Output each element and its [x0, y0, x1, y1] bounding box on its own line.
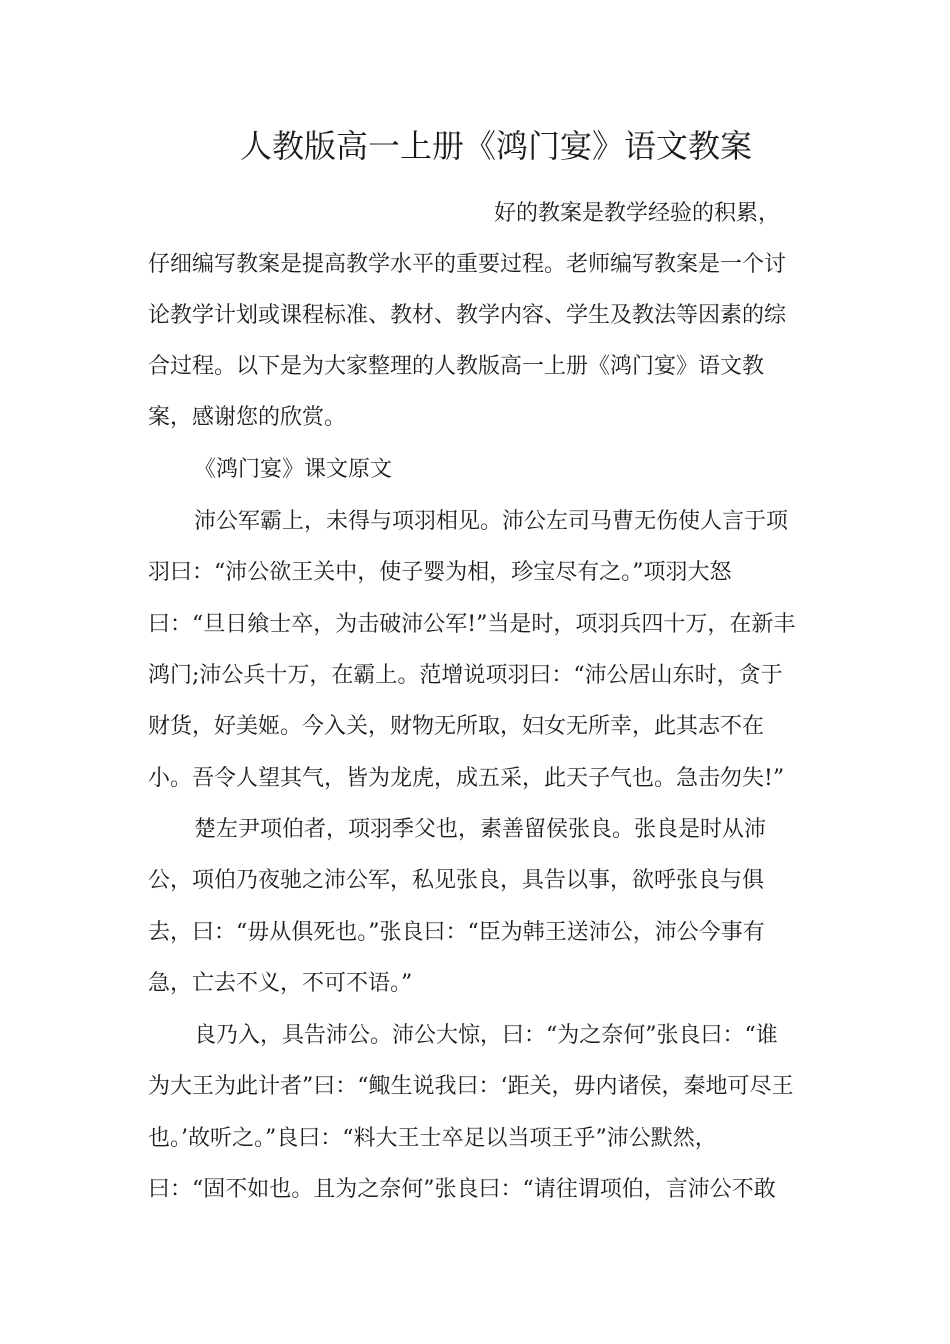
text-line: 羽曰：“沛公欲王关中，使子婴为相，珍宝尽有之。”项羽大怒 — [148, 560, 732, 585]
text-line: 去，曰：“毋从俱死也。”张良曰：“臣为韩王送沛公，沛公今事有 — [148, 920, 765, 945]
text-line: 曰：“固不如也。且为之奈何”张良曰：“请往谓项伯，言沛公不敢 — [148, 1177, 776, 1202]
text-line: 也。’故听之。”良曰：“料大王士卒足以当项王乎”沛公默然， — [148, 1126, 717, 1151]
section-heading: 《鸿门宴》课文原文 — [194, 457, 393, 482]
text-line: 楚左尹项伯者，项羽季父也，素善留侯张良。张良是时从沛 — [194, 817, 767, 842]
text-line: 小。吾令人望其气，皆为龙虎，成五采，此天子气也。急击勿失!” — [148, 766, 785, 791]
text-line: 鸿门;沛公兵十万，在霸上。范增说项羽曰：“沛公居山东时，贪于 — [148, 663, 783, 688]
text-line: 沛公军霸上，未得与项羽相见。沛公左司马曹无伤使人言于项 — [194, 509, 789, 534]
text-line: 案，感谢您的欣赏。 — [148, 405, 347, 430]
text-line: 论教学计划或课程标准、教材、教学内容、学生及教法等因素的综 — [148, 303, 787, 328]
text-line: 仔细编写教案是提高教学水平的重要过程。老师编写教案是一个讨 — [148, 252, 787, 277]
text-line: 良乃入，具告沛公。沛公大惊，曰：“为之奈何”张良曰：“谁 — [194, 1023, 778, 1048]
text-line: 公，项伯乃夜驰之沛公军，私见张良，具告以事，欲呼张良与俱 — [148, 868, 765, 893]
text-line: 好的教案是教学经验的积累， — [494, 201, 781, 226]
text-line: 为大王为此计者”曰：“鲰生说我曰：‘距关，毋内诸侯，秦地可尽王 — [148, 1074, 794, 1099]
text-line: 财货，好美姬。今入关，财物无所取，妇女无所幸，此其志不在 — [148, 714, 765, 739]
document-title: 人教版高一上册《鸿门宴》语文教案 — [240, 127, 753, 165]
text-line: 急，亡去不义，不可不语。” — [148, 971, 413, 996]
text-line: 合过程。以下是为大家整理的人教版高一上册《鸿门宴》语文教 — [148, 354, 765, 379]
text-line: 曰：“旦日飨士卒，为击破沛公军!”当是时，项羽兵四十万，在新丰 — [148, 612, 796, 637]
